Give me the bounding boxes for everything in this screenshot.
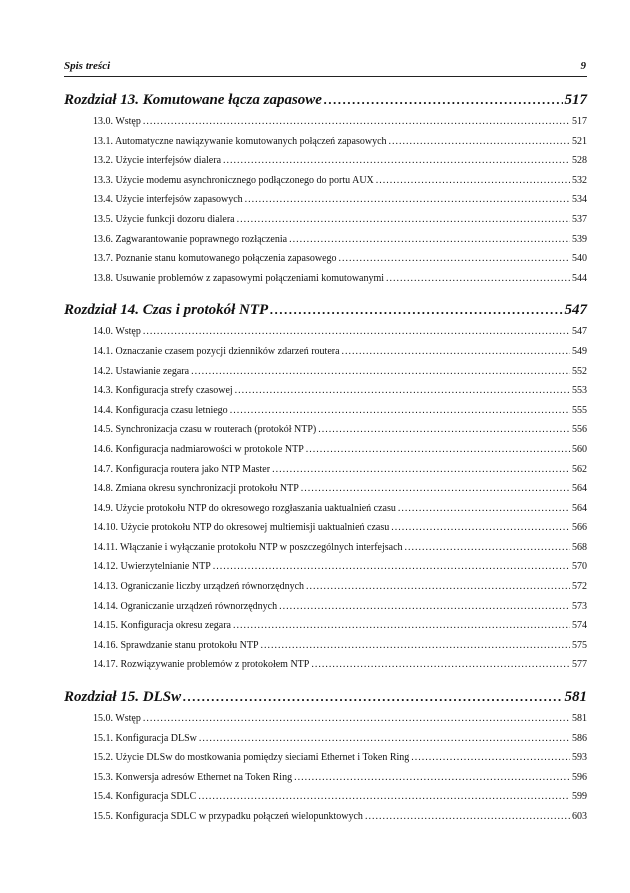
toc-entry-label: 13.5. Użycie funkcji dozoru dialera: [93, 213, 235, 225]
dot-leader: [391, 522, 570, 533]
dot-leader: [223, 155, 570, 166]
toc-entry-label: 15.0. Wstęp: [93, 713, 141, 725]
chapter-title: Rozdział 14. Czas i protokół NTP: [64, 302, 269, 319]
toc-entry: [64, 366, 587, 386]
toc-entry: [64, 811, 587, 831]
toc-entry: [64, 214, 587, 234]
dot-leader: [386, 273, 570, 284]
dot-leader: [339, 253, 570, 264]
toc-entry-page-number: 537: [572, 213, 587, 225]
dot-leader: [289, 234, 570, 245]
dot-leader: [213, 561, 570, 572]
toc-entry-label: 13.8. Usuwanie problemów z zapasowymi połączeniami komutowanymi: [93, 272, 385, 284]
dot-leader: [318, 424, 570, 435]
toc-entry: [64, 155, 587, 175]
toc-entry: [64, 733, 587, 753]
toc-entry-label: 14.0. Wstęp: [93, 326, 141, 338]
dot-leader: [306, 581, 570, 592]
toc-entry-label: 15.2. Użycie DLSw do mostkowania pomiędzy sieciami Ethernet i Token Ring: [93, 752, 410, 764]
toc-entry-page-number: 570: [572, 561, 587, 573]
toc-entry: [64, 385, 587, 405]
dot-leader: [233, 620, 570, 631]
dot-leader: [272, 464, 570, 475]
dot-leader: [230, 405, 570, 416]
toc-entry: [64, 116, 587, 136]
toc-entry-label: 14.17. Rozwiązywanie problemów z protokołem NTP: [93, 659, 310, 671]
dot-leader: [183, 689, 562, 705]
toc-entry: [64, 713, 587, 733]
toc-entry: [64, 601, 587, 621]
toc-entry-page-number: 528: [572, 155, 587, 167]
toc-entry-page-number: 555: [572, 404, 587, 416]
dot-leader: [143, 713, 570, 724]
dot-leader: [237, 214, 570, 225]
toc-entry-label: 14.15. Konfiguracja okresu zegara: [93, 620, 231, 632]
running-head: [64, 60, 586, 76]
toc-entry-label: 14.13. Ograniczanie liczby urządzeń równorzędnych: [93, 581, 305, 593]
toc-entry: [64, 483, 587, 503]
toc-entry-page-number: 566: [572, 522, 587, 534]
chapter-section: [64, 689, 587, 831]
dot-leader: [311, 659, 570, 670]
toc-entry: [64, 346, 587, 366]
toc-entry-label: 14.5. Synchronizacja czasu w routerach (protokół NTP): [93, 424, 317, 436]
toc-entry-page-number: 593: [572, 752, 587, 764]
toc-entry-page-number: 549: [572, 345, 587, 357]
toc-entry: [64, 659, 587, 679]
dot-leader: [270, 302, 562, 318]
toc-entry: [64, 752, 587, 772]
dot-leader: [376, 175, 570, 186]
toc-entry-page-number: 532: [572, 174, 587, 186]
toc-entry-page-number: 596: [572, 771, 587, 783]
toc-entry-page-number: 574: [572, 620, 587, 632]
dot-leader: [405, 542, 570, 553]
toc-entry-page-number: 564: [572, 483, 587, 495]
dot-leader: [294, 772, 570, 783]
dot-leader: [411, 752, 570, 763]
toc-entry: [64, 194, 587, 214]
toc-entry: [64, 561, 587, 581]
running-head-title: Spis treści: [64, 60, 111, 72]
toc-entry-page-number: 564: [572, 502, 587, 514]
toc-entry-page-number: 603: [572, 811, 587, 822]
chapter-heading: [64, 302, 587, 326]
toc-entry-label: 14.10. Użycie protokołu NTP do okresowej multiemisji uaktualnień czasu: [93, 522, 390, 534]
toc-entry: [64, 503, 587, 523]
toc-entry: [64, 522, 587, 542]
chapter-title: Rozdział 15. DLSw: [64, 689, 182, 706]
toc-entry: [64, 234, 587, 254]
toc-entry-page-number: 581: [572, 713, 587, 725]
toc-entry-label: 13.3. Użycie modemu asynchronicznego podłączonego do portu AUX: [93, 174, 374, 186]
toc-entry: [64, 273, 587, 293]
dot-leader: [261, 640, 570, 651]
toc-entry-page-number: 599: [572, 791, 587, 803]
toc-entry-page-number: 521: [572, 135, 587, 147]
dot-leader: [198, 791, 570, 802]
toc-entry-page-number: 575: [572, 639, 587, 651]
toc-entry-page-number: 556: [572, 424, 587, 436]
toc-entry-label: 14.8. Zmiana okresu synchronizacji protokołu NTP: [93, 483, 299, 495]
toc-entry-label: 13.6. Zagwarantowanie poprawnego rozłączenia: [93, 233, 288, 245]
dot-leader: [199, 733, 570, 744]
header-rule: [64, 76, 587, 77]
toc-entry: [64, 424, 587, 444]
toc-entry-label: 13.1. Automatyczne nawiązywanie komutowanych połączeń zapasowych: [93, 135, 387, 147]
toc-entry-label: 14.12. Uwierzytelnianie NTP: [93, 561, 211, 573]
toc-entry-page-number: 552: [572, 365, 587, 377]
toc-entry-page-number: 544: [572, 272, 587, 284]
toc-entry-label: 14.14. Ograniczanie urządzeń równorzędnych: [93, 600, 278, 612]
toc-entry: [64, 581, 587, 601]
dot-leader: [235, 385, 570, 396]
toc-entry-label: 14.4. Konfiguracja czasu letniego: [93, 404, 228, 416]
chapter-heading: [64, 689, 587, 713]
toc-entry: [64, 620, 587, 640]
running-head-page-number: 9: [580, 60, 586, 72]
toc-entry: [64, 136, 587, 156]
toc-entry-page-number: 577: [572, 659, 587, 671]
toc-entry-page-number: 572: [572, 581, 587, 593]
toc-entry-page-number: 517: [572, 116, 587, 127]
toc-entry-label: 13.4. Użycie interfejsów zapasowych: [93, 194, 243, 206]
toc-entry-label: 14.2. Ustawianie zegara: [93, 365, 190, 377]
toc-entry-label: 15.3. Konwersja adresów Ethernet na Token Ring: [93, 771, 293, 783]
chapter-spacer: [64, 292, 587, 302]
chapter-heading: [64, 92, 587, 116]
table-of-contents: [64, 92, 587, 831]
dot-leader: [245, 194, 570, 205]
toc-entry-label: 14.16. Sprawdzanie stanu protokołu NTP: [93, 639, 259, 651]
dot-leader: [389, 136, 570, 147]
toc-entry: [64, 253, 587, 273]
toc-entry: [64, 175, 587, 195]
chapter-spacer: [64, 679, 587, 689]
toc-entry-label: 14.7. Konfiguracja routera jako NTP Master: [93, 463, 271, 475]
toc-entry-label: 15.5. Konfiguracja SDLC w przypadku połączeń wielopunktowych: [93, 811, 363, 822]
chapter-page-number: 517: [564, 92, 587, 108]
dot-leader: [191, 366, 570, 377]
toc-entry-label: 13.7. Poznanie stanu komutowanego połączenia zapasowego: [93, 253, 337, 265]
toc-entry: [64, 464, 587, 484]
toc-entry: [64, 444, 587, 464]
dot-leader: [143, 116, 570, 127]
toc-entry-page-number: 547: [572, 326, 587, 338]
toc-entry: [64, 791, 587, 811]
toc-entry: [64, 640, 587, 660]
dot-leader: [143, 326, 570, 337]
dot-leader: [306, 444, 570, 455]
toc-entry-page-number: 553: [572, 385, 587, 397]
chapter-title: Rozdział 13. Komutowane łącza zapasowe: [64, 92, 322, 108]
toc-entry-label: 14.9. Użycie protokołu NTP do okresowego rozgłaszania uaktualnień czasu: [93, 502, 396, 514]
toc-entry-page-number: 586: [572, 732, 587, 744]
dot-leader: [398, 503, 570, 514]
toc-entry-label: 15.1. Konfiguracja DLSw: [93, 732, 197, 744]
toc-entry-page-number: 573: [572, 600, 587, 612]
toc-entry-label: 14.11. Włączanie i wyłączanie protokołu NTP w poszczególnych interfejsach: [93, 541, 403, 553]
toc-entry-label: 13.0. Wstęp: [93, 116, 141, 127]
toc-entry-label: 14.6. Konfiguracja nadmiarowości w protokole NTP: [93, 443, 304, 455]
dot-leader: [279, 601, 570, 612]
dot-leader: [365, 811, 570, 822]
toc-entry-label: 13.2. Użycie interfejsów dialera: [93, 155, 222, 167]
toc-entry-page-number: 568: [572, 541, 587, 553]
chapter-section: [64, 302, 587, 679]
chapter-page-number: 547: [564, 302, 587, 319]
toc-entry: [64, 326, 587, 346]
chapter-page-number: 581: [564, 689, 587, 706]
toc-entry-label: 15.4. Konfiguracja SDLC: [93, 791, 197, 803]
toc-entry: [64, 405, 587, 425]
toc-entry-page-number: 560: [572, 443, 587, 455]
toc-entry: [64, 542, 587, 562]
toc-entry: [64, 772, 587, 792]
dot-leader: [342, 346, 570, 357]
dot-leader: [301, 483, 570, 494]
toc-entry-page-number: 534: [572, 194, 587, 206]
toc-entry-label: 14.1. Oznaczanie czasem pozycji dzienników zdarzeń routera: [93, 345, 340, 357]
toc-entry-page-number: 540: [572, 253, 587, 265]
toc-entry-page-number: 562: [572, 463, 587, 475]
toc-entry-page-number: 539: [572, 233, 587, 245]
dot-leader: [324, 92, 563, 108]
chapter-section: [64, 92, 587, 292]
toc-entry-label: 14.3. Konfiguracja strefy czasowej: [93, 385, 233, 397]
